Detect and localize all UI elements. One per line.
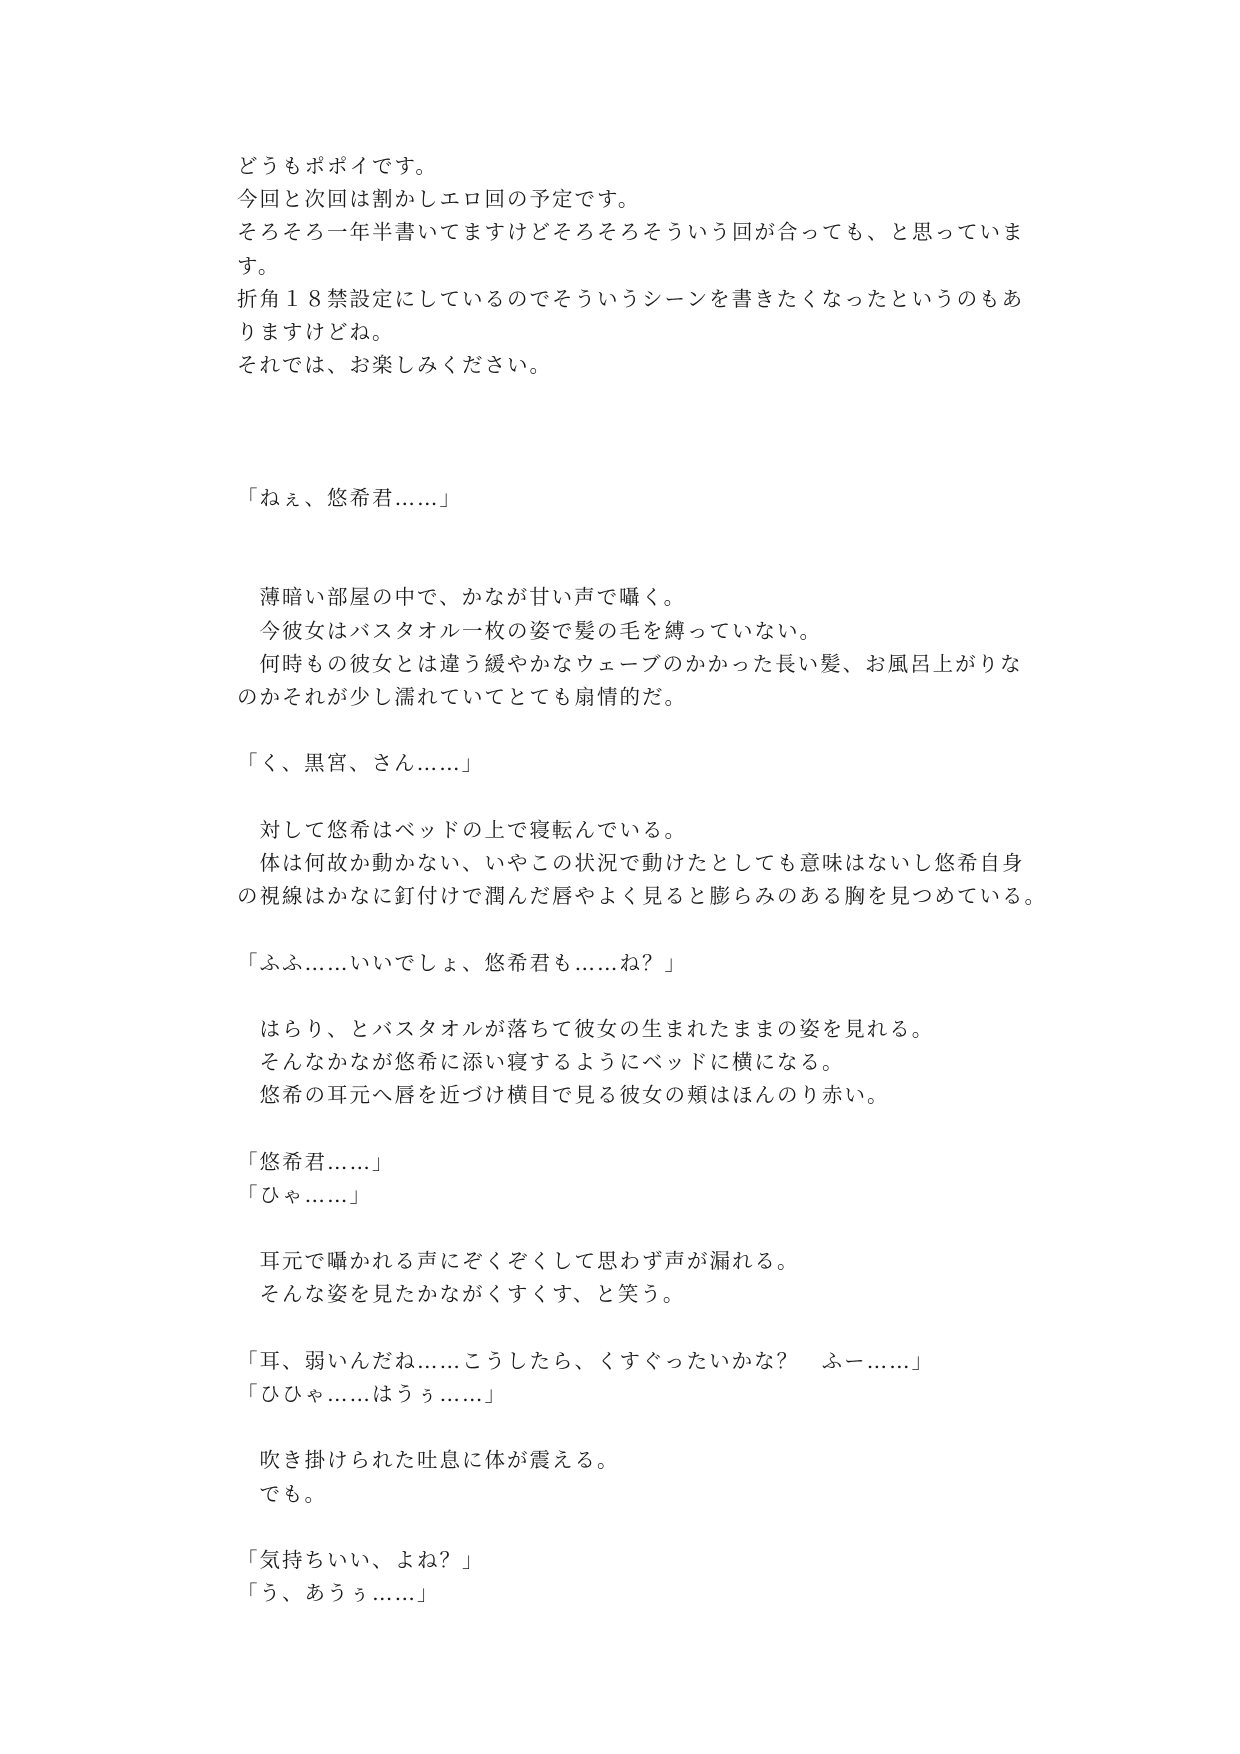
story-line: 悠希の耳元へ唇を近づけ横目で見る彼女の頬はほんのり赤い。 (237, 1083, 890, 1108)
preface-line: どうもポポイです。 (237, 154, 438, 178)
story-line: のかそれが少し濡れていてとても扇情的だ。 (237, 685, 687, 709)
story-line: 「耳、弱いんだね……こうしたら、くすぐったいかな？ ふー……」 (237, 1348, 935, 1373)
story-line (237, 1511, 1017, 1544)
story-line (237, 781, 1017, 814)
story-line (237, 1411, 1017, 1444)
story-line: でも。 (237, 1481, 327, 1506)
story-line (237, 913, 1017, 946)
story-line (237, 515, 1017, 548)
story-line: 「ねぇ、悠希君……」 (237, 485, 462, 510)
story-line: そんなかなが悠希に添い寝するようにベッドに横になる。 (237, 1050, 845, 1075)
story-line: 「う、あうぅ……」 (237, 1581, 440, 1606)
story-line (237, 1212, 1017, 1245)
story-line: の視線はかなに釘付けで潤んだ唇やよく見ると膨らみのある胸を見つめている。 (237, 884, 1047, 909)
story-line: 対して悠希はベッドの上で寝転んでいる。 (237, 817, 687, 842)
story-line (237, 1312, 1017, 1345)
preface-line: そろそろ一年半書いてますけどそろそろそういう回が合っても、と思っていま (237, 220, 1025, 245)
story-line: 「ひひゃ……はうぅ……」 (237, 1381, 507, 1406)
story-line (237, 548, 1017, 581)
story-line (237, 980, 1017, 1013)
section-spacer (237, 416, 1017, 449)
story-line: 「ふふ……いいでしょ、悠希君も……ね？」 (237, 950, 687, 975)
story-line: 耳元で囁かれる声にぞくぞくして思わず声が漏れる。 (237, 1249, 800, 1274)
story-line: 吹き掛けられた吐息に体が震える。 (237, 1448, 620, 1473)
preface-line: りますけどね。 (237, 319, 395, 344)
story-line: 「悠希君……」 (237, 1149, 395, 1174)
story-line: 何時もの彼女とは違う緩やかなウェーブのかかった長い髪、お風呂上がりな (237, 651, 1023, 676)
story-line: 「く、黒宮、さん……」 (237, 751, 485, 776)
preface-line: 今回と次回は割かしエロ回の予定です。 (237, 187, 641, 212)
story-line: 今彼女はバスタオル一枚の姿で髪の毛を縛っていない。 (237, 618, 822, 643)
story-line: 薄暗い部屋の中で、かなが甘い声で囁く。 (237, 585, 687, 610)
story-line (237, 714, 1017, 747)
preface-line: それでは、お楽しみください。 (237, 353, 552, 378)
preface-line: す。 (237, 253, 281, 278)
story-line: そんな姿を見たかながくすくす、と笑う。 (237, 1282, 686, 1307)
story-line: 「ひゃ……」 (237, 1182, 372, 1207)
section-spacer (237, 382, 1017, 415)
section-spacer (237, 449, 1017, 482)
preface-line: 折角１８禁設定にしているのでそういうシーンを書きたくなったというのもあ (237, 286, 1025, 311)
story-line (237, 1112, 1017, 1145)
document-body (237, 150, 1047, 1610)
story-line: 「気持ちいい、よね？」 (237, 1547, 485, 1572)
story-line: はらり、とバスタオルが落ちて彼女の生まれたままの姿を見れる。 (237, 1016, 935, 1041)
story-line: 体は何故か動かない、いやこの状況で動けたとしても意味はないし悠希自身 (237, 850, 1025, 875)
